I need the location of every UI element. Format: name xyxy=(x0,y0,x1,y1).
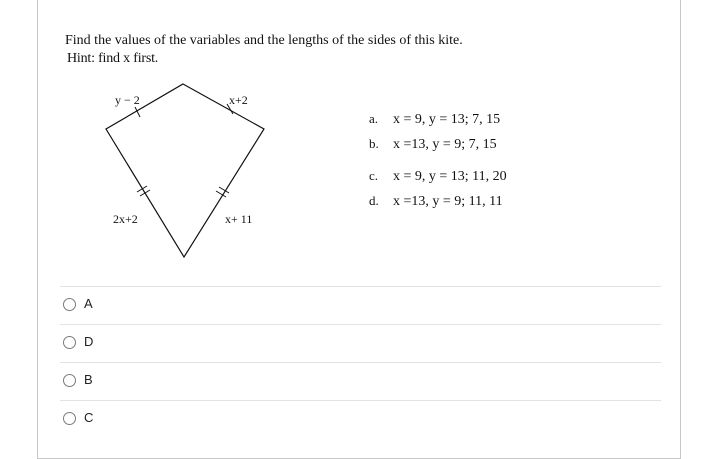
answer-choice-d: d. x =13, y = 9; 11, 11 xyxy=(369,193,503,209)
answer-choice-c: c. x = 9, y = 13; 11, 20 xyxy=(369,168,507,184)
label-bottom-right: x+ 11 xyxy=(225,212,253,226)
radio-button[interactable] xyxy=(63,336,76,349)
tick-mark xyxy=(140,190,150,196)
kite-outline xyxy=(106,84,264,257)
question-text: Find the values of the variables and the lengths of the sides of this kite. xyxy=(65,33,463,48)
answer-choice-b: b. x =13, y = 9; 7, 15 xyxy=(369,136,497,152)
tick-mark xyxy=(137,186,147,192)
option-label: C xyxy=(84,410,94,425)
option-row-a[interactable] xyxy=(60,286,661,324)
option-row-d[interactable] xyxy=(60,324,661,362)
radio-button[interactable] xyxy=(63,412,76,425)
option-label: B xyxy=(84,372,93,387)
label-bottom-left: 2x+2 xyxy=(113,212,138,226)
hint-text: Hint: find x first. xyxy=(67,51,159,66)
radio-button[interactable] xyxy=(63,374,76,387)
option-label: D xyxy=(84,334,94,349)
label-top-right: x+2 xyxy=(229,93,248,107)
option-row-b[interactable] xyxy=(60,362,661,400)
radio-button[interactable] xyxy=(63,298,76,311)
option-row-c[interactable] xyxy=(60,400,661,438)
label-top-left: y − 2 xyxy=(115,93,140,107)
answer-choice-a: a. x = 9, y = 13; 7, 15 xyxy=(369,111,501,127)
option-label: A xyxy=(84,296,93,311)
